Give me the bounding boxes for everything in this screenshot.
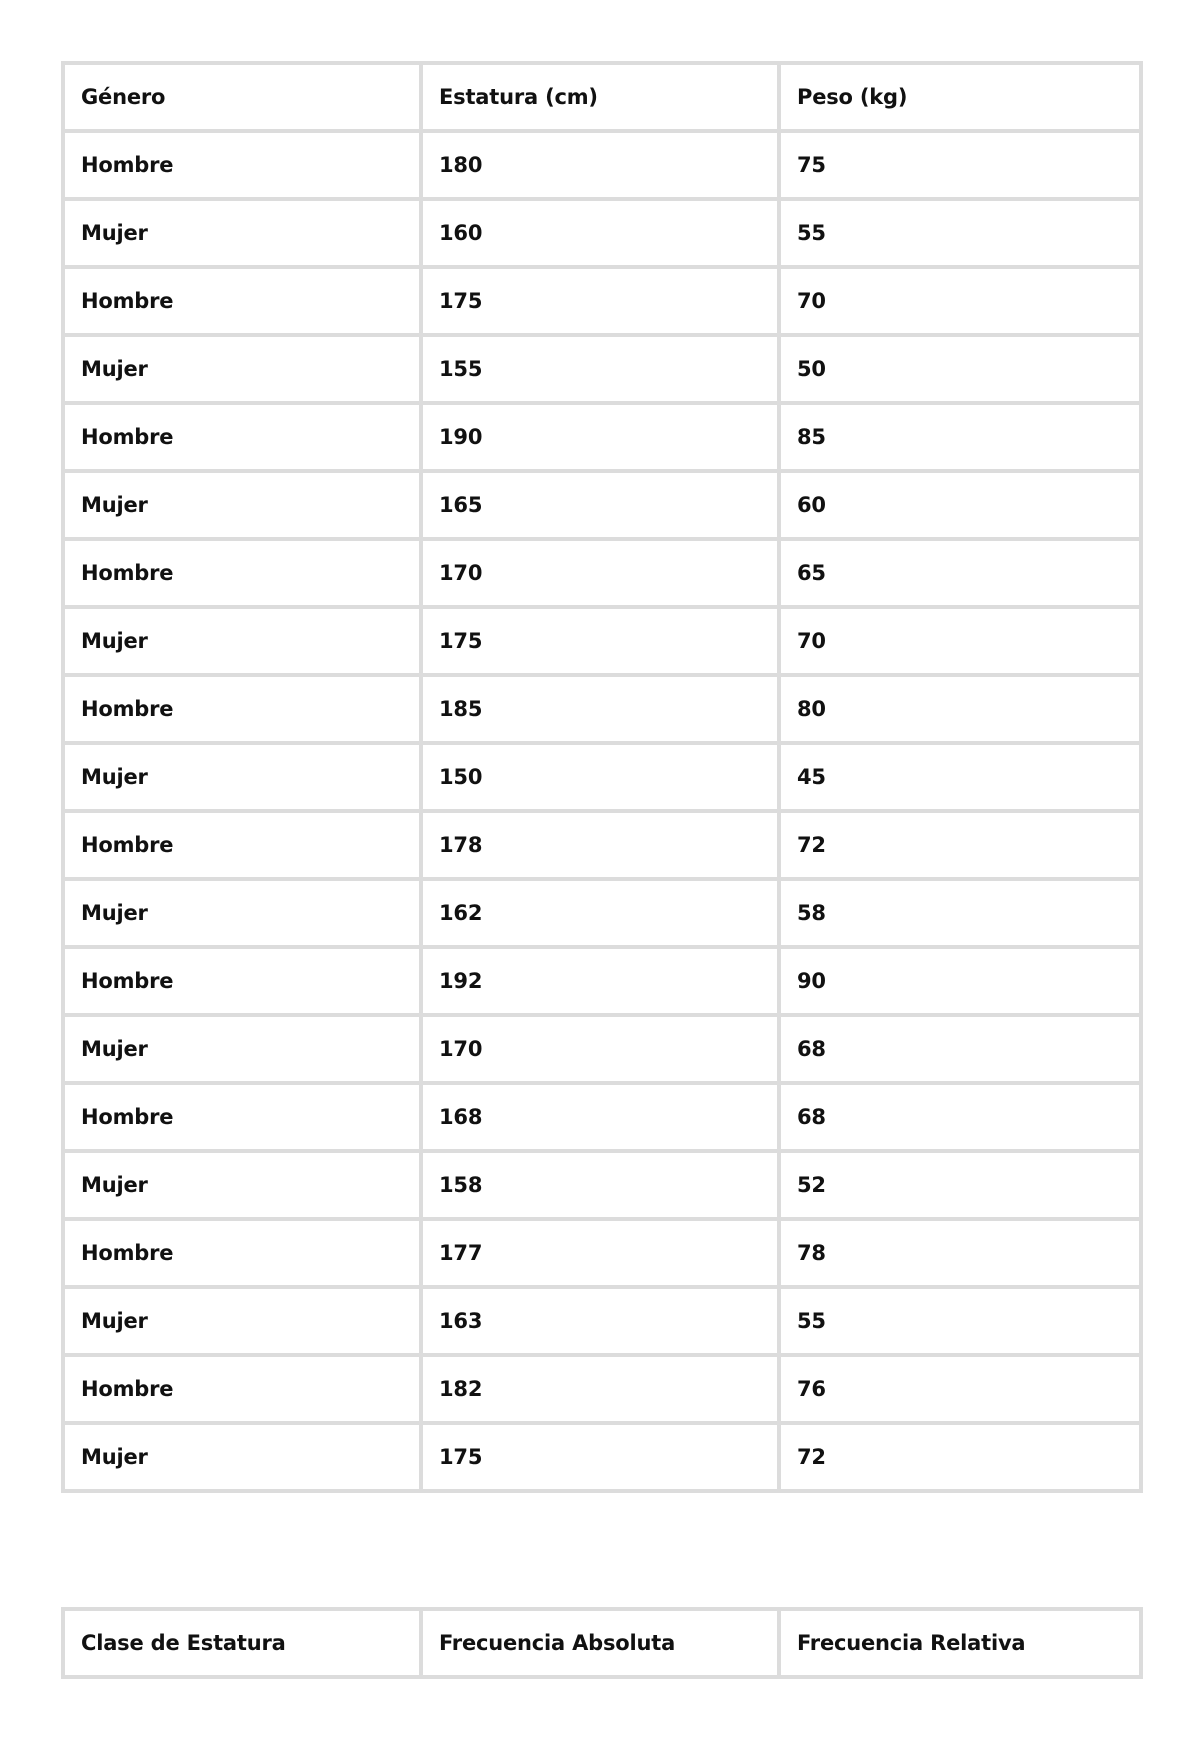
estatura-cell: 180 [421,131,779,199]
peso-cell: 75 [779,131,1141,199]
peso-cell: 45 [779,743,1141,811]
estatura-cell: 182 [421,1355,779,1423]
peso-cell: 70 [779,607,1141,675]
estatura-cell: 155 [421,335,779,403]
estatura-cell: 177 [421,1219,779,1287]
genero-cell: Hombre [63,1219,421,1287]
estatura-cell: 175 [421,1423,779,1491]
header-frecuencia-relativa: Frecuencia Relativa [779,1609,1141,1677]
peso-cell: 78 [779,1219,1141,1287]
table-row [63,1151,1141,1219]
genero-cell: Mujer [63,1151,421,1219]
estatura-cell: 168 [421,1083,779,1151]
estatura-cell: 178 [421,811,779,879]
peso-cell: 55 [779,1287,1141,1355]
peso-cell: 72 [779,811,1141,879]
estatura-cell: 175 [421,267,779,335]
table-row [63,675,1141,743]
genero-cell: Mujer [63,1015,421,1083]
header-genero: Género [63,63,421,131]
estatura-cell: 150 [421,743,779,811]
data-table-body [63,131,1141,1491]
table-row [63,607,1141,675]
estatura-cell: 163 [421,1287,779,1355]
genero-cell: Hombre [63,675,421,743]
peso-cell: 70 [779,267,1141,335]
estatura-cell: 175 [421,607,779,675]
header-clase-estatura: Clase de Estatura [63,1609,421,1677]
peso-cell: 72 [779,1423,1141,1491]
table-row [63,1355,1141,1423]
header-frecuencia-absoluta: Frecuencia Absoluta [421,1609,779,1677]
peso-cell: 76 [779,1355,1141,1423]
peso-cell: 68 [779,1015,1141,1083]
table-row [63,403,1141,471]
genero-cell: Hombre [63,811,421,879]
header-peso: Peso (kg) [779,63,1141,131]
peso-cell: 65 [779,539,1141,607]
peso-cell: 58 [779,879,1141,947]
genero-cell: Mujer [63,471,421,539]
table-row [63,1287,1141,1355]
genero-cell: Mujer [63,1423,421,1491]
genero-cell: Hombre [63,539,421,607]
estatura-cell: 190 [421,403,779,471]
frequency-table-header [63,1609,1141,1677]
peso-cell: 55 [779,199,1141,267]
genero-cell: Mujer [63,607,421,675]
table-row [63,1015,1141,1083]
estatura-cell: 185 [421,675,779,743]
header-row [63,1609,1141,1677]
genero-cell: Mujer [63,743,421,811]
table-row [63,131,1141,199]
peso-cell: 90 [779,947,1141,1015]
table-row [63,199,1141,267]
frequency-table [61,1607,1143,1679]
genero-cell: Mujer [63,335,421,403]
table-row [63,743,1141,811]
genero-cell: Hombre [63,947,421,1015]
estatura-cell: 170 [421,539,779,607]
peso-cell: 68 [779,1083,1141,1151]
genero-cell: Hombre [63,1355,421,1423]
table-row [63,1219,1141,1287]
data-table [61,61,1143,1493]
table-row [63,471,1141,539]
estatura-cell: 170 [421,1015,779,1083]
peso-cell: 50 [779,335,1141,403]
peso-cell: 52 [779,1151,1141,1219]
peso-cell: 85 [779,403,1141,471]
estatura-cell: 192 [421,947,779,1015]
table-row [63,335,1141,403]
genero-cell: Mujer [63,1287,421,1355]
peso-cell: 80 [779,675,1141,743]
header-row [63,63,1141,131]
genero-cell: Hombre [63,1083,421,1151]
estatura-cell: 160 [421,199,779,267]
table-row [63,267,1141,335]
estatura-cell: 158 [421,1151,779,1219]
data-table-header [63,63,1141,131]
table-row [63,947,1141,1015]
estatura-cell: 162 [421,879,779,947]
genero-cell: Mujer [63,879,421,947]
genero-cell: Hombre [63,131,421,199]
genero-cell: Mujer [63,199,421,267]
table-row [63,811,1141,879]
header-estatura: Estatura (cm) [421,63,779,131]
genero-cell: Hombre [63,403,421,471]
genero-cell: Hombre [63,267,421,335]
estatura-cell: 165 [421,471,779,539]
table-row [63,1083,1141,1151]
peso-cell: 60 [779,471,1141,539]
table-row [63,539,1141,607]
table-row [63,879,1141,947]
table-row [63,1423,1141,1491]
